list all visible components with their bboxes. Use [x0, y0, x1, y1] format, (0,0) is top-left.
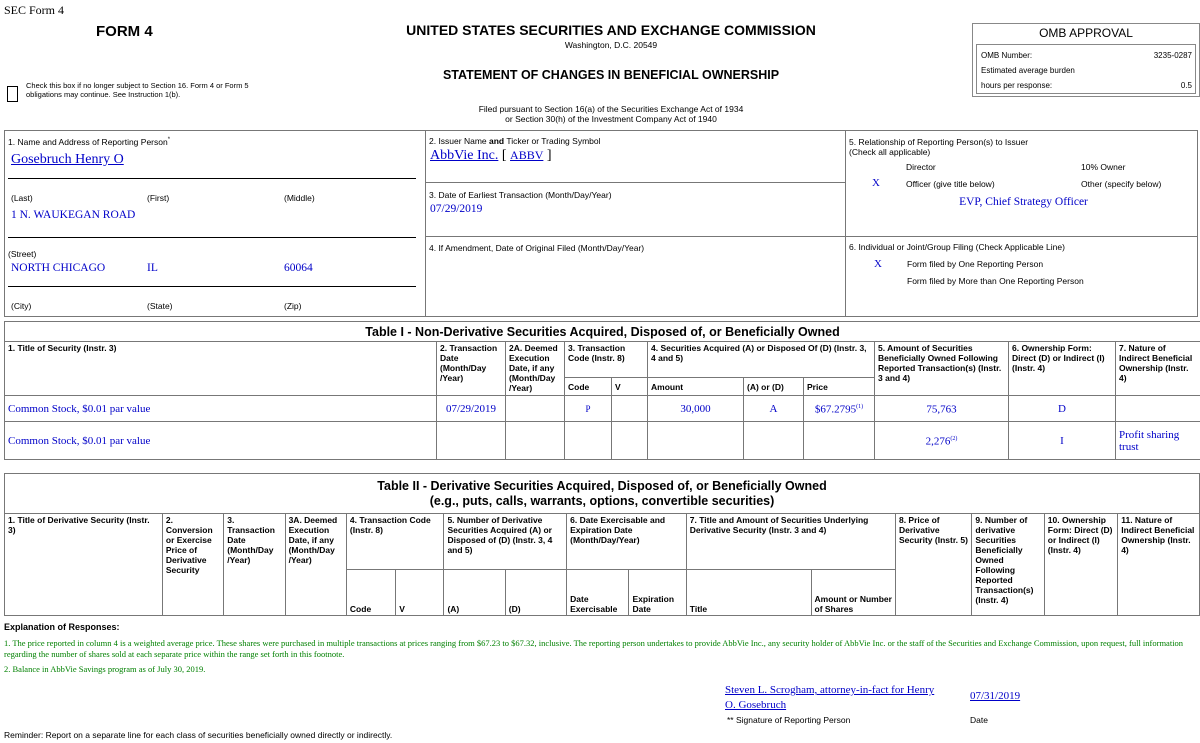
table2-h9: 9. Number of derivative Securities Beneficially Owned Following Reported Transaction(s) (Instr. 4): [972, 514, 1044, 616]
row2-ad: [744, 422, 804, 460]
statement-title: STATEMENT OF CHANGES IN BENEFICIAL OWNERSHIP: [442, 68, 780, 82]
row2-deemed: [506, 422, 565, 460]
table-non-derivative: [4, 321, 1200, 460]
filing-check-mark: X: [874, 258, 882, 270]
table1-sub-v: V: [612, 378, 648, 396]
first-label: (First): [147, 193, 170, 203]
transaction-date-value: 07/29/2019: [430, 203, 483, 215]
omb-hours-value: 0.5: [1180, 81, 1192, 90]
officer-title: EVP, Chief Strategy Officer: [959, 196, 1088, 208]
city-label: (City): [11, 301, 32, 311]
zip-label: (Zip): [284, 301, 302, 311]
row1-nature: [1116, 396, 1200, 422]
table1-h3: 3. Transaction Code (Instr. 8): [565, 342, 648, 378]
omb-title: OMB APPROVAL: [1039, 26, 1133, 40]
table1-h2: 2. Transaction Date (Month/Day /Year): [437, 342, 506, 396]
table1-title: Table I - Non-Derivative Securities Acquired, Disposed of, or Beneficially Owned: [5, 322, 1200, 342]
table2-h2: 2. Conversion or Exercise Price of Derivative Security: [162, 514, 223, 616]
omb-number-value: 3235-0287: [1153, 51, 1192, 60]
row1-form: D: [1009, 396, 1116, 422]
signature-label: ** Signature of Reporting Person: [727, 715, 851, 725]
middle-label: (Middle): [284, 193, 315, 203]
reporting-person-label: 1. Name and Address of Reporting Person*: [8, 137, 171, 147]
table2-sub-exercisable: Date Exercisable: [567, 570, 629, 616]
director-label: Director: [906, 162, 936, 172]
row1-date: 07/29/2019: [437, 396, 506, 422]
address-city: NORTH CHICAGO: [11, 262, 106, 274]
table2-h7: 7. Title and Amount of Securities Underlying Derivative Security (Instr. 3 and 4): [686, 514, 895, 570]
transaction-date-label: 3. Date of Earliest Transaction (Month/Day/Year): [429, 190, 612, 200]
table-row: [5, 396, 1200, 422]
table2-h11: 11. Nature of Indirect Beneficial Ownership (Instr. 4): [1118, 514, 1200, 616]
table2-h5: 5. Number of Derivative Securities Acquired (A) or Disposed of (D) (Instr. 3, 4 and 5): [444, 514, 567, 570]
table2-h10: 10. Ownership Form: Direct (D) or Indirect (I) (Instr. 4): [1044, 514, 1117, 616]
agency-city: Washington, D.C. 20549: [564, 40, 658, 50]
row1-title: Common Stock, $0.01 par value: [5, 396, 437, 422]
row1-owned: 75,763: [875, 396, 1009, 422]
table2-h8: 8. Price of Derivative Security (Instr. 5): [895, 514, 971, 616]
form-title: FORM 4: [96, 23, 153, 40]
reporting-person-name[interactable]: Gosebruch Henry O: [11, 152, 124, 167]
issuer-label: 2. Issuer Name and Ticker or Trading Symbol: [429, 136, 601, 146]
table2-h1: 1. Title of Derivative Security (Instr. 3): [5, 514, 163, 616]
row2-amount: [648, 422, 744, 460]
table1-sub-price: Price: [804, 378, 875, 396]
filing-one-label: Form filed by One Reporting Person: [907, 259, 1044, 269]
filed-pursuant-line2: or Section 30(h) of the Investment Company Act of 1940: [505, 114, 717, 124]
signature-name[interactable]: Steven L. Scrogham, attorney-in-fact for Henry O. Gosebruch: [725, 684, 935, 711]
address-state: IL: [147, 262, 158, 274]
table2-title: Table II - Derivative Securities Acquired, Disposed of, or Beneficially Owned (e.g., puts, calls, warrants, options, convertible securities): [5, 474, 1200, 514]
address-street: 1 N. WAUKEGAN ROAD: [11, 209, 136, 221]
table2-sub-code: Code: [346, 570, 395, 616]
table-derivative: [4, 473, 1200, 616]
table1-h6: 6. Ownership Form: Direct (D) or Indirect (I) (Instr. 4): [1009, 342, 1116, 396]
row1-ad: A: [744, 396, 804, 422]
table2-sub-title: Title: [686, 570, 811, 616]
signature-date: 07/31/2019: [970, 690, 1021, 702]
relationship-sub: (Check all applicable): [849, 147, 931, 157]
filing-more-label: Form filed by More than One Reporting Person: [907, 276, 1084, 286]
section16-checkbox[interactable]: [7, 86, 18, 102]
issuer-name-row: AbbVie Inc. [ ABBV ]: [430, 148, 552, 163]
row1-amount: 30,000: [648, 396, 744, 422]
sec-form-label: SEC Form 4: [4, 3, 65, 17]
table2-h3a: 3A. Deemed Execution Date, if any (Month/Day /Year): [285, 514, 346, 616]
table1-sub-amount: Amount: [648, 378, 744, 396]
row2-nature: Profit sharing trust: [1116, 422, 1200, 460]
table2-sub-amount: Amount or Number of Shares: [811, 570, 895, 616]
row1-deemed: [506, 396, 565, 422]
row2-title: Common Stock, $0.01 par value: [5, 422, 437, 460]
table1-h7: 7. Nature of Indirect Beneficial Ownership (Instr. 4): [1116, 342, 1200, 396]
relationship-label: 5. Relationship of Reporting Person(s) to Issuer: [849, 137, 1029, 147]
date-label: Date: [970, 715, 988, 725]
table1-sub-ad: (A) or (D): [744, 378, 804, 396]
omb-hours-label: hours per response:: [981, 81, 1053, 90]
row2-form: I: [1009, 422, 1116, 460]
table1-h4: 4. Securities Acquired (A) or Disposed Of (D) (Instr. 3, 4 and 5): [648, 342, 875, 378]
row1-code: P: [565, 396, 612, 422]
table1-h5: 5. Amount of Securities Beneficially Owned Following Reported Transaction(s) (Instr. 3 and 4): [875, 342, 1009, 396]
address-zip: 60064: [284, 262, 313, 274]
row2-owned: 2,276$^{(2)}$: [875, 422, 1009, 460]
table2-h4: 4. Transaction Code (Instr. 8): [346, 514, 444, 570]
reminder-text: Reminder: Report on a separate line for each class of securities beneficially owned directly or indirectly.: [4, 730, 393, 740]
agency-title: UNITED STATES SECURITIES AND EXCHANGE COMMISSION: [406, 22, 816, 38]
street-label: (Street): [8, 249, 37, 259]
filed-pursuant-line1: Filed pursuant to Section 16(a) of the Securities Exchange Act of 1934: [478, 104, 744, 114]
table2-sub-d: (D): [505, 570, 566, 616]
reporting-info-block: [4, 130, 1198, 317]
section16-checkbox-text: Check this box if no longer subject to Section 16. Form 4 or Form 5 obligations may continue. See Instruction 1(b).: [26, 81, 249, 99]
state-label: (State): [147, 301, 173, 311]
row1-v: [612, 396, 648, 422]
row1-price: $67.2795$^{(1)}$: [804, 396, 875, 422]
table1-sub-code: Code: [565, 378, 612, 396]
table1-h1: 1. Title of Security (Instr. 3): [5, 342, 437, 396]
table2-h3: 3. Transaction Date (Month/Day /Year): [224, 514, 285, 616]
amendment-label: 4. If Amendment, Date of Original Filed (Month/Day/Year): [429, 243, 645, 253]
table-row: [5, 422, 1200, 460]
filing-label: 6. Individual or Joint/Group Filing (Check Applicable Line): [849, 242, 1065, 252]
table2-h6: 6. Date Exercisable and Expiration Date (Month/Day/Year): [567, 514, 687, 570]
table2-sub-expiration: Expiration Date: [629, 570, 686, 616]
last-label: (Last): [11, 193, 33, 203]
table1-h2a: 2A. Deemed Execution Date, if any (Month/Day /Year): [506, 342, 565, 396]
issuer-ticker-link[interactable]: ABBV: [510, 148, 544, 162]
row2-code: [565, 422, 612, 460]
omb-number-label: OMB Number:: [981, 51, 1033, 60]
ten-pct-owner-label: 10% Owner: [1081, 162, 1126, 172]
row2-date: [437, 422, 506, 460]
other-label: Other (specify below): [1081, 179, 1162, 189]
table2-sub-v: V: [396, 570, 444, 616]
issuer-name-link[interactable]: AbbVie Inc.: [430, 148, 499, 163]
footnote-2: 2. Balance in AbbVie Savings program as of July 30, 2019.: [4, 664, 206, 674]
officer-label: Officer (give title below): [906, 179, 995, 189]
officer-check-mark: X: [872, 177, 880, 189]
row2-price: [804, 422, 875, 460]
table2-sub-a: (A): [444, 570, 505, 616]
footnote-1: 1. The price reported in column 4 is a weighted average price. These shares were purchased in multiple transactions at prices ranging from $67.23 to $67.32, inclusive. The reporting person undertakes to provide AbbVie Inc., any security holder of AbbVie Inc. or the staff of the Securities and Exchange Commission, upon request, full information regarding the number of shares sold at each separate price within the range set forth in this footnote.: [4, 638, 1184, 659]
explanation-title: Explanation of Responses:: [4, 622, 120, 632]
row2-v: [612, 422, 648, 460]
omb-burden-label: Estimated average burden: [981, 66, 1075, 75]
omb-approval-box: [972, 23, 1200, 97]
